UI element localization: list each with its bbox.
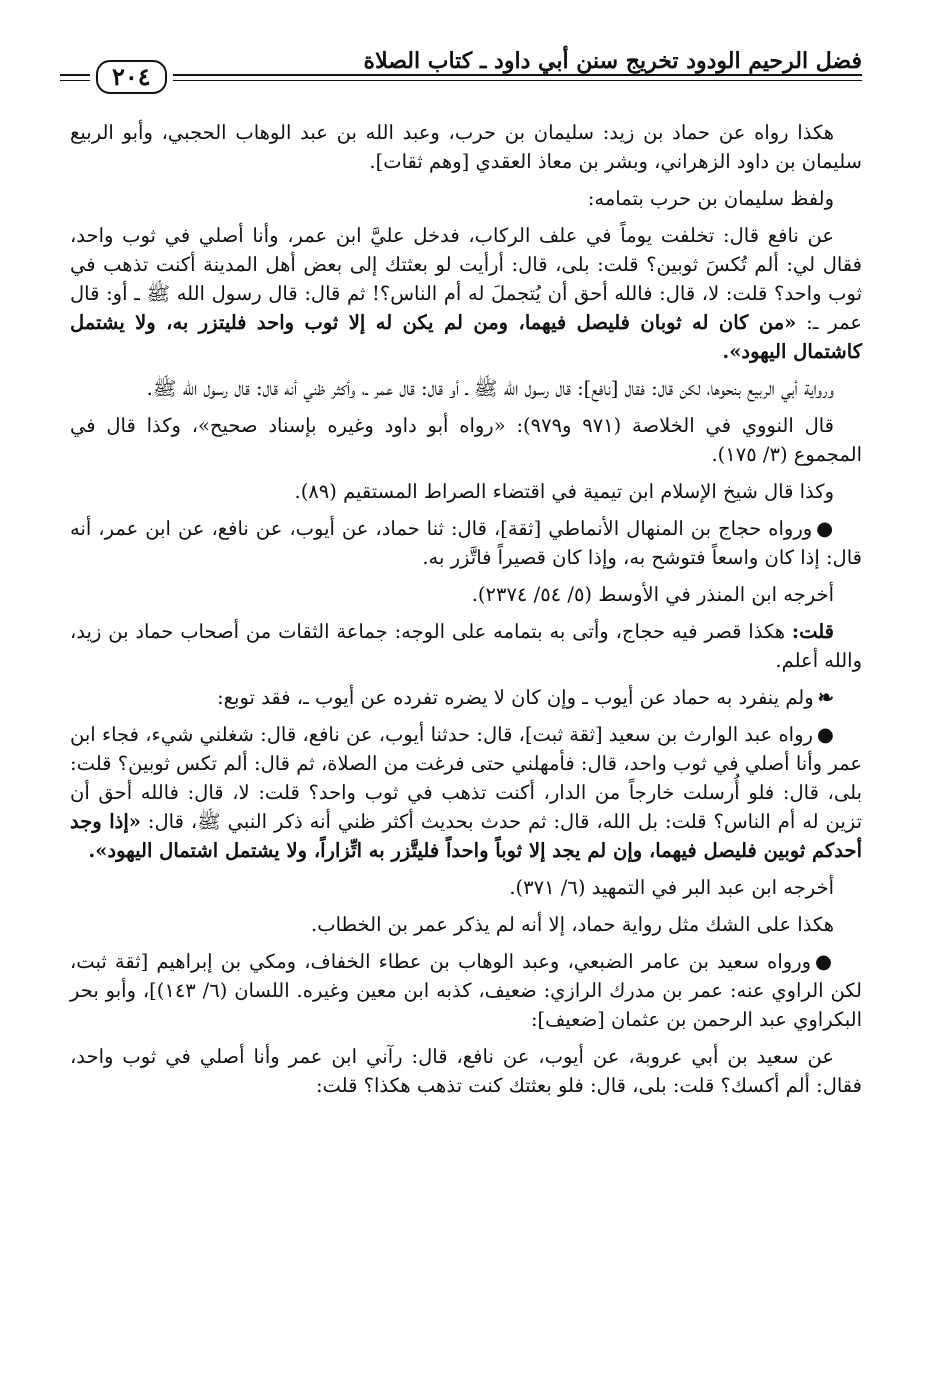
paragraph-14: [70, 947, 862, 1034]
bullet-mark: ●: [816, 723, 834, 746]
paragraph-3-text: عن نافع قال: تخلفت يوماً في علف الركاب، فدخل عليَّ ابن عمر، وأنا أصلي في ثوب واحد، فقال لي: ألم تُكسَ ثوبين؟ قلت: بلى، قال: أرأيت لو بعثتك إلى بعض أهل المدينة أكنت تذهب في ثوب واحد؟ قلت: لا، قال: فالله أحق أن يُتجملَ له أم الناس؟! ثم قال: قال رسول الله ﷺ ـ أو: قال عمر ـ:: [70, 224, 862, 334]
note-label: قلت:: [791, 620, 834, 643]
paragraph-9: [70, 617, 862, 675]
hadith-text-1: «من كان له ثوبان فليصل فيهما، ومن لم يكن له إلا ثوب واحد فليتزر به، ولا يشتمل كاشتمال اليهود».: [70, 311, 862, 363]
paragraph-6: وكذا قال شيخ الإسلام ابن تيمية في اقتضاء الصراط المستقيم (٨٩).: [294, 480, 834, 503]
paragraph-10: [70, 683, 862, 712]
hadith-text-2: «إذا وجد أحدكم ثوبين فليصل فيهما، وإن لم يجد إلا ثوباً واحداً فليتَّزر به اتِّزاراً، ولا يشتمل اشتمال اليهود».: [70, 810, 862, 862]
header-title: فضل الرحيم الودود تخريج سنن أبي داود ـ كتاب الصلاة: [363, 48, 862, 74]
bullet-mark: ●: [815, 950, 835, 973]
page-number: ٢٠٤: [96, 60, 167, 94]
bullet-mark: ●: [816, 517, 835, 540]
paragraph-10-text: ولم ينفرد به حماد عن أيوب ـ وإن كان لا يضره تفرده عن أيوب ـ، فقد توبع:: [217, 686, 814, 709]
paragraph-7-text: ورواه حجاج بن المنهال الأنماطي [ثقة]، قال: ثنا حماد، عن أيوب، عن نافع، عن ابن عمر، أنه قال: إذا كان واسعاً فتوشح به، وإذا كان قصيراً فاتَّزر به.: [70, 517, 862, 569]
header-rule: [60, 74, 862, 76]
paragraph-13: هكذا على الشك مثل رواية حماد، إلا أنه لم يذكر عمر بن الخطاب.: [311, 913, 834, 936]
paragraph-11-text: رواه عبد الوارث بن سعيد [ثقة ثبت]، قال: حدثنا أيوب، عن نافع، قال: شغلني شيء، فجاء ابن عمر وأنا أصلي في ثوب واحد، قال: فأمهلني حتى فرغت من الصلاة، ثم قال: ألم تكس ثوبين؟ قلت: بلى، قال: فلو أُرسلت خارجاً من الدار، أكنت تذهب في ثوب واحد؟ قلت: لا، قال: فالله أحق أن تزين له أم الناس؟ قلت: بل الله، قال: ثم حدث بحديث أكثر ظني أنه ذكر النبي ﷺ، قال:: [70, 723, 862, 833]
paragraph-1: هكذا رواه عن حماد بن زيد: سليمان بن حرب، وعبد الله بن عبد الوهاب الحجبي، وأبو الربيع سليمان بن داود الزهراني، وبشر بن معاذ العقدي [وهم ثقات].: [70, 121, 862, 173]
paragraph-15: عن سعيد بن أبي عروبة، عن أيوب، عن نافع، قال: رآني ابن عمر وأنا أصلي في ثوب واحد، فقال: ألم أكسك؟ قلت: بلى، قال: فلو بعثتك كنت تذهب هكذا؟ قلت:: [70, 1045, 862, 1097]
paragraph-3: [70, 221, 862, 366]
paragraph-2: ولفظ سليمان بن حرب بتمامه:: [587, 187, 834, 210]
paragraph-12: أخرجه ابن عبد البر في التمهيد (٦/ ٣٧١).: [509, 876, 834, 899]
paragraph-8: أخرجه ابن المنذر في الأوسط (٥/ ٥٤/ ٢٣٧٤).: [471, 583, 834, 606]
body-text: [70, 118, 862, 1108]
paragraph-5: قال النووي في الخلاصة (٩٧١ و٩٧٩): «رواه أبو داود وغيره بإسناد صحيح»، وكذا قال في المجموع (٣/ ١٧٥).: [70, 414, 862, 466]
paragraph-9-text: هكذا قصر فيه حجاج، وأتى به بتمامه على الوجه: جماعة الثقات من أصحاب حماد بن زيد، والله أعلم.: [70, 620, 862, 672]
page-number-box: [90, 60, 173, 94]
header-rule-thin: [60, 80, 862, 81]
paragraph-11: [70, 720, 862, 865]
paragraph-7: [70, 514, 862, 572]
paragraph-4: ورواية أبي الربيع بنحوها، لكن قال: فقال [نافع]: قال رسول الله ﷺ ـ أو قال: قال عمر ـ، وأكثر ظني أنه قال: قال رسول الله ﷺ.: [146, 377, 834, 400]
leaf-mark: ❧: [817, 686, 834, 709]
paragraph-14-text: ورواه سعيد بن عامر الضبعي، وعبد الوهاب بن عطاء الخفاف، ومكي بن إبراهيم [ثقة ثبت، لكن الراوي عنه: عمر بن مدرك الرازي: ضعيف، كذبه ابن معين وغيره. اللسان (٦/ ١٤٣)]، وأبو بحر البكراوي عبد الرحمن بن عثمان [ضعيف]:: [70, 950, 862, 1031]
running-header: [60, 34, 862, 74]
